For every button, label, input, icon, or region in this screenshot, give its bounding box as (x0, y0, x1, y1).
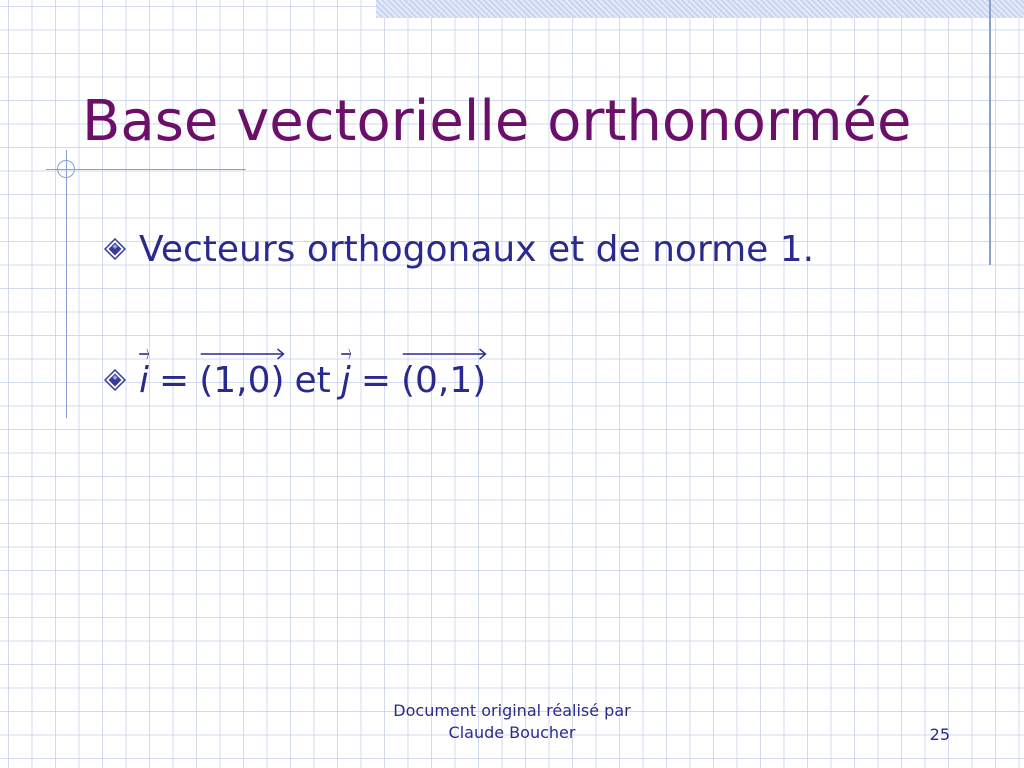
right-vertical-rule (989, 0, 991, 265)
equals-sign: = (360, 359, 391, 401)
footer-credit-line-2: Claude Boucher (448, 723, 576, 742)
page-number: 25 (929, 725, 950, 744)
footer-credit-line-1: Document original réalisé par (393, 701, 631, 720)
diamond-bullet-icon (104, 238, 126, 260)
corner-circle-ornament (57, 160, 75, 178)
vector-i (139, 360, 149, 401)
title-underline-rule (46, 169, 246, 170)
diamond-bullet-icon (104, 369, 126, 391)
conjunction-text: et (294, 359, 331, 401)
left-vertical-rule (66, 150, 67, 418)
vector-j-symbol: j (340, 359, 351, 401)
footer-credit (340, 700, 684, 744)
basis-vectors-formula (139, 360, 486, 401)
bullet-item-basis-vectors (104, 352, 486, 408)
vector-arrow-icon (341, 348, 351, 360)
vector-j-value: (0,1) (401, 360, 486, 401)
vector-i-value: (1,0) (199, 360, 284, 401)
vector-j (341, 360, 351, 401)
equals-sign: = (159, 359, 190, 401)
vector-arrow-icon (199, 348, 284, 360)
bullet-item-orthogonal (104, 224, 814, 274)
vector-i-symbol: i (139, 359, 150, 401)
vector-arrow-icon (401, 348, 486, 360)
top-decorative-band (376, 0, 1024, 18)
vector-arrow-icon (139, 348, 149, 360)
bullet-text: Vecteurs orthogonaux et de norme 1. (139, 228, 815, 270)
slide-title: Base vectorielle orthonormée (82, 89, 912, 154)
